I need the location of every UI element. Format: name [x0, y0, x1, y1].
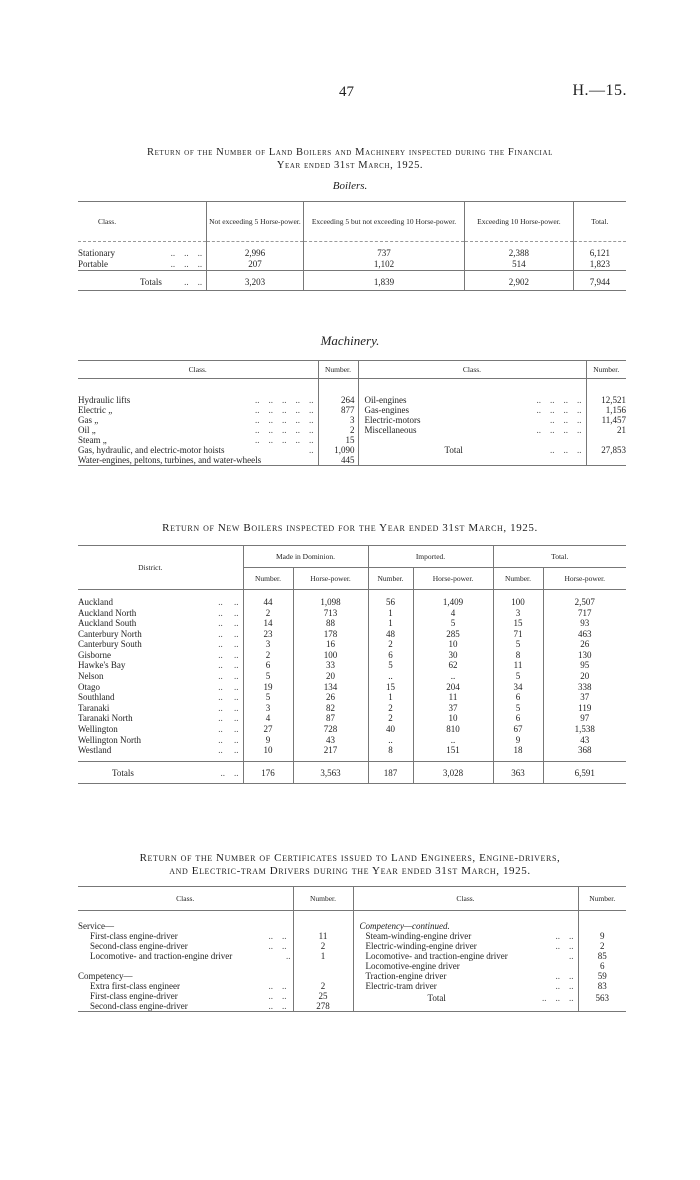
district-row: Wellington North .. .. 9 43 .. .. 9 43 — [78, 735, 626, 746]
row-label: Traction-engine driver — [365, 970, 447, 981]
district-name: Hawke's Bay — [78, 660, 126, 671]
row-value: 85 — [597, 950, 607, 961]
cell-h1: 1,098 — [293, 590, 368, 608]
cert-row: First-class engine-driver .. .. 11 Steam-winding-engine driver .. .. 9 — [78, 931, 626, 941]
row-value: 59 — [597, 970, 607, 981]
cell-h1: 134 — [293, 682, 368, 693]
new-boilers-group-dominion: Made in Dominion. — [243, 546, 368, 568]
cell-h2: 1,409 — [413, 590, 493, 608]
cell-total: 6,121 — [589, 247, 610, 258]
cell-h1: 178 — [293, 629, 368, 640]
row-value: 278 — [293, 1001, 353, 1012]
row-label: Extra first-class engineer — [90, 980, 180, 991]
cell: 187 — [368, 762, 413, 784]
cert-competency-continued-heading: Competency—continued. — [353, 921, 578, 931]
cell-n3: 18 — [493, 745, 543, 756]
row-value: 21 — [617, 424, 626, 435]
cell-n3: 15 — [493, 618, 543, 629]
cell-n1: 19 — [243, 682, 293, 693]
row-value: 877 — [318, 405, 358, 415]
row-label: Portable — [78, 258, 108, 269]
cell-n1: 3 — [243, 703, 293, 714]
district-row: Auckland South .. .. 14 88 1 5 15 93 — [78, 618, 626, 629]
totals-label: Totals — [112, 768, 134, 779]
cell-n1: 4 — [243, 713, 293, 724]
district-row: Westland .. .. 10 217 8 151 18 368 — [78, 745, 626, 756]
cell-not-exceeding-5: 207 — [207, 259, 304, 271]
cell-h2: 10 — [413, 639, 493, 650]
boilers-subtitle: Boilers. — [332, 180, 368, 192]
new-boilers-table — [78, 545, 626, 786]
row-label: Miscellaneous — [364, 424, 417, 435]
cell-n3: 6 — [493, 692, 543, 703]
cell-h1: 16 — [293, 639, 368, 650]
cell-n1: 44 — [243, 590, 293, 608]
cell-h1: 82 — [293, 703, 368, 714]
row-label: Electric-tram driver — [365, 980, 437, 991]
cell-h3: 2,507 — [574, 597, 595, 607]
district-row: Southland .. .. 5 26 1 11 6 37 — [78, 692, 626, 703]
cell-h3: 26 — [580, 639, 590, 650]
district-name: Wellington North — [78, 734, 142, 745]
cert-service-heading: Service— — [78, 921, 293, 931]
row-label: First-class engine-driver — [90, 930, 178, 941]
machinery-row — [78, 455, 626, 466]
cert-col-class-right: Class. — [353, 887, 578, 911]
district-row: Canterbury South .. .. 3 16 2 10 5 26 — [78, 639, 626, 650]
row-label: Hydraulic lifts — [78, 394, 131, 405]
cell-h2: 204 — [413, 682, 493, 693]
cell-n3: 34 — [493, 682, 543, 693]
cell-h2: 4 — [413, 608, 493, 619]
machinery-total-label: Total — [444, 444, 463, 455]
cell-5-to-10: 737 — [303, 248, 464, 259]
new-boilers-group-total: Total. — [493, 546, 626, 568]
row-label: Electric-motors — [364, 414, 421, 425]
row-value: 11 — [293, 931, 353, 941]
boilers-title-line2: Year ended 31st March, 1925. — [276, 160, 424, 171]
cell: 3,563 — [293, 762, 368, 784]
cell-h2: 810 — [413, 724, 493, 735]
cell-n3: 71 — [493, 629, 543, 640]
cell-h3: 95 — [580, 660, 590, 671]
cell-n2: 15 — [368, 682, 413, 693]
cell-n1: 2 — [243, 650, 293, 661]
cell-n3: 6 — [493, 713, 543, 724]
boilers-row-stationary: Stationary .. .. .. 2,996 737 2,388 6,121 — [78, 248, 626, 259]
cell-h3: 43 — [580, 734, 590, 745]
new-boilers-col-district: District. — [78, 546, 243, 590]
certificates-title — [0, 852, 700, 878]
district-row: Gisborne .. .. 2 100 6 30 8 130 — [78, 650, 626, 661]
cell-n3: 3 — [493, 608, 543, 619]
machinery-row: Gas „ .. .. .. .. .. 3 Electric-motors .. .. .. 11,457 — [78, 414, 626, 425]
cell-h2: 37 — [413, 703, 493, 714]
cell-n1: 5 — [243, 692, 293, 703]
district-row: Canterbury North .. .. 23 178 48 285 71 463 — [78, 629, 626, 640]
cell-h1: 217 — [293, 745, 368, 756]
cell-h3: 97 — [580, 713, 590, 724]
cell-5-to-10: 1,102 — [303, 259, 464, 271]
cert-row: First-class engine-driver .. .. 25 Total .. .. .. 563 — [78, 991, 626, 1001]
sub-number: Number. — [493, 568, 543, 590]
cell-n3: 8 — [493, 650, 543, 661]
sub-horse-power: Horse-power. — [413, 568, 493, 590]
cell-n3: 5 — [493, 671, 543, 682]
cell-total: 1,823 — [589, 258, 610, 269]
machinery-row: Hydraulic lifts .. .. .. .. .. 264 Oil-engines .. .. .. .. 12,521 — [78, 394, 626, 405]
cell: 176 — [243, 762, 293, 784]
certificates-table — [78, 886, 626, 1013]
row-label: Second-class engine-driver — [90, 1000, 188, 1011]
cell-n2: 40 — [368, 724, 413, 735]
cell-n1: 3 — [243, 639, 293, 650]
cell-n1: 27 — [243, 724, 293, 735]
row-label: Electric-winding-engine driver — [365, 940, 477, 951]
cert-col-class-left: Class. — [78, 887, 293, 911]
cell-h2: 30 — [413, 650, 493, 661]
row-label: Locomotive-engine driver — [365, 960, 460, 971]
boilers-col-class: Class. — [78, 202, 207, 242]
total-grand: 7,944 — [589, 277, 610, 287]
row-value: 2 — [293, 981, 353, 991]
total-exceeding-10: 2,902 — [465, 271, 574, 291]
row-value: 445 — [318, 455, 358, 466]
machinery-table — [78, 360, 626, 467]
cell-h3: 463 — [578, 628, 592, 639]
row-label: Locomotive- and traction-engine driver — [90, 950, 233, 961]
cell-n3: 11 — [493, 660, 543, 671]
cell-h2: 5 — [413, 618, 493, 629]
row-value: 2 — [293, 941, 353, 951]
cell-h2: 11 — [413, 692, 493, 703]
boilers-col-total: Total. — [591, 217, 609, 226]
machinery-col-class-left: Class. — [78, 361, 318, 379]
cert-row: Competency— Traction-engine driver .. .. 59 — [78, 971, 626, 981]
cell-n1: 5 — [243, 671, 293, 682]
row-value: 25 — [293, 991, 353, 1001]
cell-h2: .. — [413, 671, 493, 682]
district-name: Auckland — [78, 597, 113, 607]
machinery-col-class-right: Class. — [358, 361, 586, 379]
sub-number: Number. — [243, 568, 293, 590]
district-row: Taranaki North .. .. 4 87 2 10 6 97 — [78, 713, 626, 724]
cell-n2: 2 — [368, 703, 413, 714]
new-boilers-body — [78, 590, 626, 762]
boilers-table — [78, 201, 626, 293]
cell: 6,591 — [574, 768, 595, 779]
cell-h3: 338 — [578, 681, 592, 692]
cell-n3: 67 — [493, 724, 543, 735]
cell-h1: 87 — [293, 713, 368, 724]
cell-n1: 14 — [243, 618, 293, 629]
district-name: Auckland North — [78, 607, 137, 618]
row-label: Gas, hydraulic, and electric-motor hoists — [78, 444, 225, 455]
total-not-exceeding-5: 3,203 — [207, 271, 304, 291]
cert-row: Extra first-class engineer .. .. 2 Electric-tram driver .. .. 83 — [78, 981, 626, 991]
row-label: Oil „ — [78, 424, 96, 435]
row-label: Steam-winding-engine driver — [365, 930, 472, 941]
cell-n2: 1 — [368, 692, 413, 703]
district-name: Canterbury South — [78, 639, 142, 650]
boilers-col-5-to-10: Exceeding 5 but not exceeding 10 Horse-power. — [303, 202, 464, 242]
cell-n2: 1 — [368, 608, 413, 619]
cell-h1: 100 — [293, 650, 368, 661]
row-label: Gas „ — [78, 414, 99, 425]
cell-n2: 1 — [368, 618, 413, 629]
district-name: Taranaki North — [78, 713, 133, 724]
cell-exceeding-10: 514 — [465, 259, 574, 271]
cert-row: Second-class engine-driver .. .. 278 — [78, 1001, 626, 1012]
boilers-title — [0, 146, 700, 172]
row-label: Stationary — [78, 247, 115, 258]
cell-n2: .. — [368, 671, 413, 682]
row-value: 3 — [318, 415, 358, 425]
cell-h2: 10 — [413, 713, 493, 724]
machinery-row: Oil „ .. .. .. .. .. 2 Miscellaneous .. .. .. .. 21 — [78, 424, 626, 435]
row-value: 1 — [293, 951, 353, 961]
cell-n2: 6 — [368, 650, 413, 661]
machinery-col-number-right: Number. — [593, 365, 620, 374]
row-value: 12,521 — [601, 394, 626, 405]
cell-h3: 130 — [578, 649, 592, 660]
cell-n2: 56 — [368, 590, 413, 608]
cert-col-number-left: Number. — [293, 887, 353, 911]
cell-h1: 728 — [293, 724, 368, 735]
cell-n2: 2 — [368, 639, 413, 650]
row-value: 2 — [600, 940, 605, 951]
row-value: 83 — [597, 980, 607, 991]
cell-n1: 6 — [243, 660, 293, 671]
cell-n3: 9 — [493, 735, 543, 746]
cell-n2: 8 — [368, 745, 413, 756]
new-boilers-group-imported: Imported. — [368, 546, 493, 568]
cell-h1: 26 — [293, 692, 368, 703]
boilers-col-not-exceeding-5: Not exceeding 5 Horse-power. — [207, 202, 304, 242]
cert-col-number-right: Number. — [589, 894, 616, 903]
total-5-to-10: 1,839 — [303, 271, 464, 291]
cell-not-exceeding-5: 2,996 — [207, 248, 304, 259]
boilers-title-line1: Return of the Number of Land Boilers and Machinery inspected during the Financial — [147, 147, 553, 158]
cell-n2: .. — [368, 735, 413, 746]
cell-h1: 33 — [293, 660, 368, 671]
cell-n1: 9 — [243, 735, 293, 746]
cell-n2: 48 — [368, 629, 413, 640]
machinery-total-value: 27,853 — [601, 444, 626, 455]
row-value: 264 — [318, 395, 358, 405]
row-label: Second-class engine-driver — [90, 940, 188, 951]
machinery-col-number-left: Number. — [318, 361, 358, 379]
row-label: Electric „ — [78, 404, 113, 415]
cell-exceeding-10: 2,388 — [465, 248, 574, 259]
district-name: Southland — [78, 692, 115, 703]
cell-h2: 151 — [413, 745, 493, 756]
certificates-title-line1: Return of the Number of Certificates issued to Land Engineers, Engine-drivers, — [139, 852, 561, 864]
cert-total-value: 563 — [595, 992, 609, 1003]
page-number: 47 — [339, 84, 354, 100]
document-reference: H.—15. — [572, 82, 627, 99]
boilers-col-exceeding-10: Exceeding 10 Horse-power. — [465, 202, 574, 242]
cell-h3: 119 — [578, 702, 592, 713]
cell-h2: 285 — [413, 629, 493, 640]
row-label: Steam „ — [78, 434, 107, 445]
boilers-row-totals: Totals .. .. 3,203 1,839 2,902 7,944 — [78, 271, 626, 291]
certificates-title-line2: and Electric-tram Drivers during the Year ended 31st March, 1925. — [169, 865, 531, 877]
district-name: Gisborne — [78, 649, 111, 660]
district-name: Wellington — [78, 724, 118, 735]
cell-h3: 717 — [578, 607, 592, 618]
row-label: Water-engines, peltons, turbines, and water-wheels — [78, 454, 262, 465]
cell-n2: 2 — [368, 713, 413, 724]
cert-competency-heading: Competency— — [78, 971, 293, 981]
cell-h2: .. — [413, 735, 493, 746]
cell-n1: 10 — [243, 745, 293, 756]
row-value: 1,156 — [605, 404, 626, 415]
machinery-row: Gas, hydraulic, and electric-motor hoists .. 1,090 Total .. .. .. 27,853 — [78, 444, 626, 455]
row-value: 11,457 — [601, 414, 626, 425]
machinery-subtitle: Machinery. — [320, 333, 380, 348]
cell-h3: 37 — [580, 692, 590, 703]
cell-h1: 20 — [293, 671, 368, 682]
machinery-row: Steam „ .. .. .. .. .. 15 — [78, 435, 626, 445]
district-name: Auckland South — [78, 618, 137, 629]
cert-row — [78, 961, 626, 971]
cell-n3: 100 — [493, 590, 543, 608]
sub-horse-power: Horse-power. — [564, 574, 606, 583]
district-name: Nelson — [78, 671, 104, 682]
district-row: Auckland .. .. 44 1,098 56 1,409 100 2,507 — [78, 590, 626, 608]
cert-total-label: Total — [427, 992, 446, 1003]
district-row: Wellington .. .. 27 728 40 810 67 1,538 — [78, 724, 626, 735]
cell-h2: 62 — [413, 660, 493, 671]
row-value: 9 — [600, 930, 605, 941]
district-name: Canterbury North — [78, 628, 142, 639]
district-row: Auckland North .. .. 2 713 1 4 3 717 — [78, 608, 626, 619]
cell-h3: 1,538 — [574, 724, 595, 735]
cell-h3: 368 — [578, 745, 592, 756]
cell-n3: 5 — [493, 639, 543, 650]
cell-n1: 23 — [243, 629, 293, 640]
totals-label: Totals — [140, 277, 162, 287]
cell-h1: 713 — [293, 608, 368, 619]
district-name: Westland — [78, 745, 112, 756]
new-boilers-title: Return of New Boilers inspected for the Year ended 31st March, 1925. — [162, 522, 538, 534]
cell: 3,028 — [413, 762, 493, 784]
district-row: Taranaki .. .. 3 82 2 37 5 119 — [78, 703, 626, 714]
row-value: 15 — [318, 435, 358, 445]
cell: 363 — [493, 762, 543, 784]
sub-horse-power: Horse-power. — [293, 568, 368, 590]
row-value: 6 — [600, 960, 605, 971]
cert-row: Locomotive- and traction-engine driver .. 1 Locomotive- and traction-engine driver .. 85 — [78, 951, 626, 961]
sub-number: Number. — [368, 568, 413, 590]
district-row: Otago .. .. 19 134 15 204 34 338 — [78, 682, 626, 693]
district-name: Taranaki — [78, 702, 110, 713]
cell-h1: 43 — [293, 735, 368, 746]
cell-n2: 5 — [368, 660, 413, 671]
district-name: Otago — [78, 681, 100, 692]
machinery-row: Electric „ .. .. .. .. .. 877 Gas-engines .. .. .. .. 1,156 — [78, 404, 626, 415]
cert-row: Second-class engine-driver .. .. 2 Electric-winding-engine driver .. .. 2 — [78, 941, 626, 951]
row-label: Oil-engines — [364, 394, 407, 405]
cell-h3: 93 — [580, 618, 590, 629]
row-label: Gas-engines — [364, 404, 409, 415]
row-value: 1,090 — [318, 445, 358, 455]
cell-h3: 20 — [580, 671, 590, 682]
row-value: 2 — [318, 425, 358, 435]
district-row: Nelson .. .. 5 20 .. .. 5 20 — [78, 671, 626, 682]
cell-n3: 5 — [493, 703, 543, 714]
row-label: Locomotive- and traction-engine driver — [365, 950, 508, 961]
district-row: Hawke's Bay .. .. 6 33 5 62 11 95 — [78, 660, 626, 671]
boilers-row-portable: Portable .. .. .. 207 1,102 514 1,823 — [78, 259, 626, 271]
new-boilers-totals-row: Totals .. .. 176 3,563 187 3,028 363 6,591 — [78, 762, 626, 784]
cell-h1: 88 — [293, 618, 368, 629]
cell-n1: 2 — [243, 608, 293, 619]
row-label: First-class engine-driver — [90, 990, 178, 1001]
